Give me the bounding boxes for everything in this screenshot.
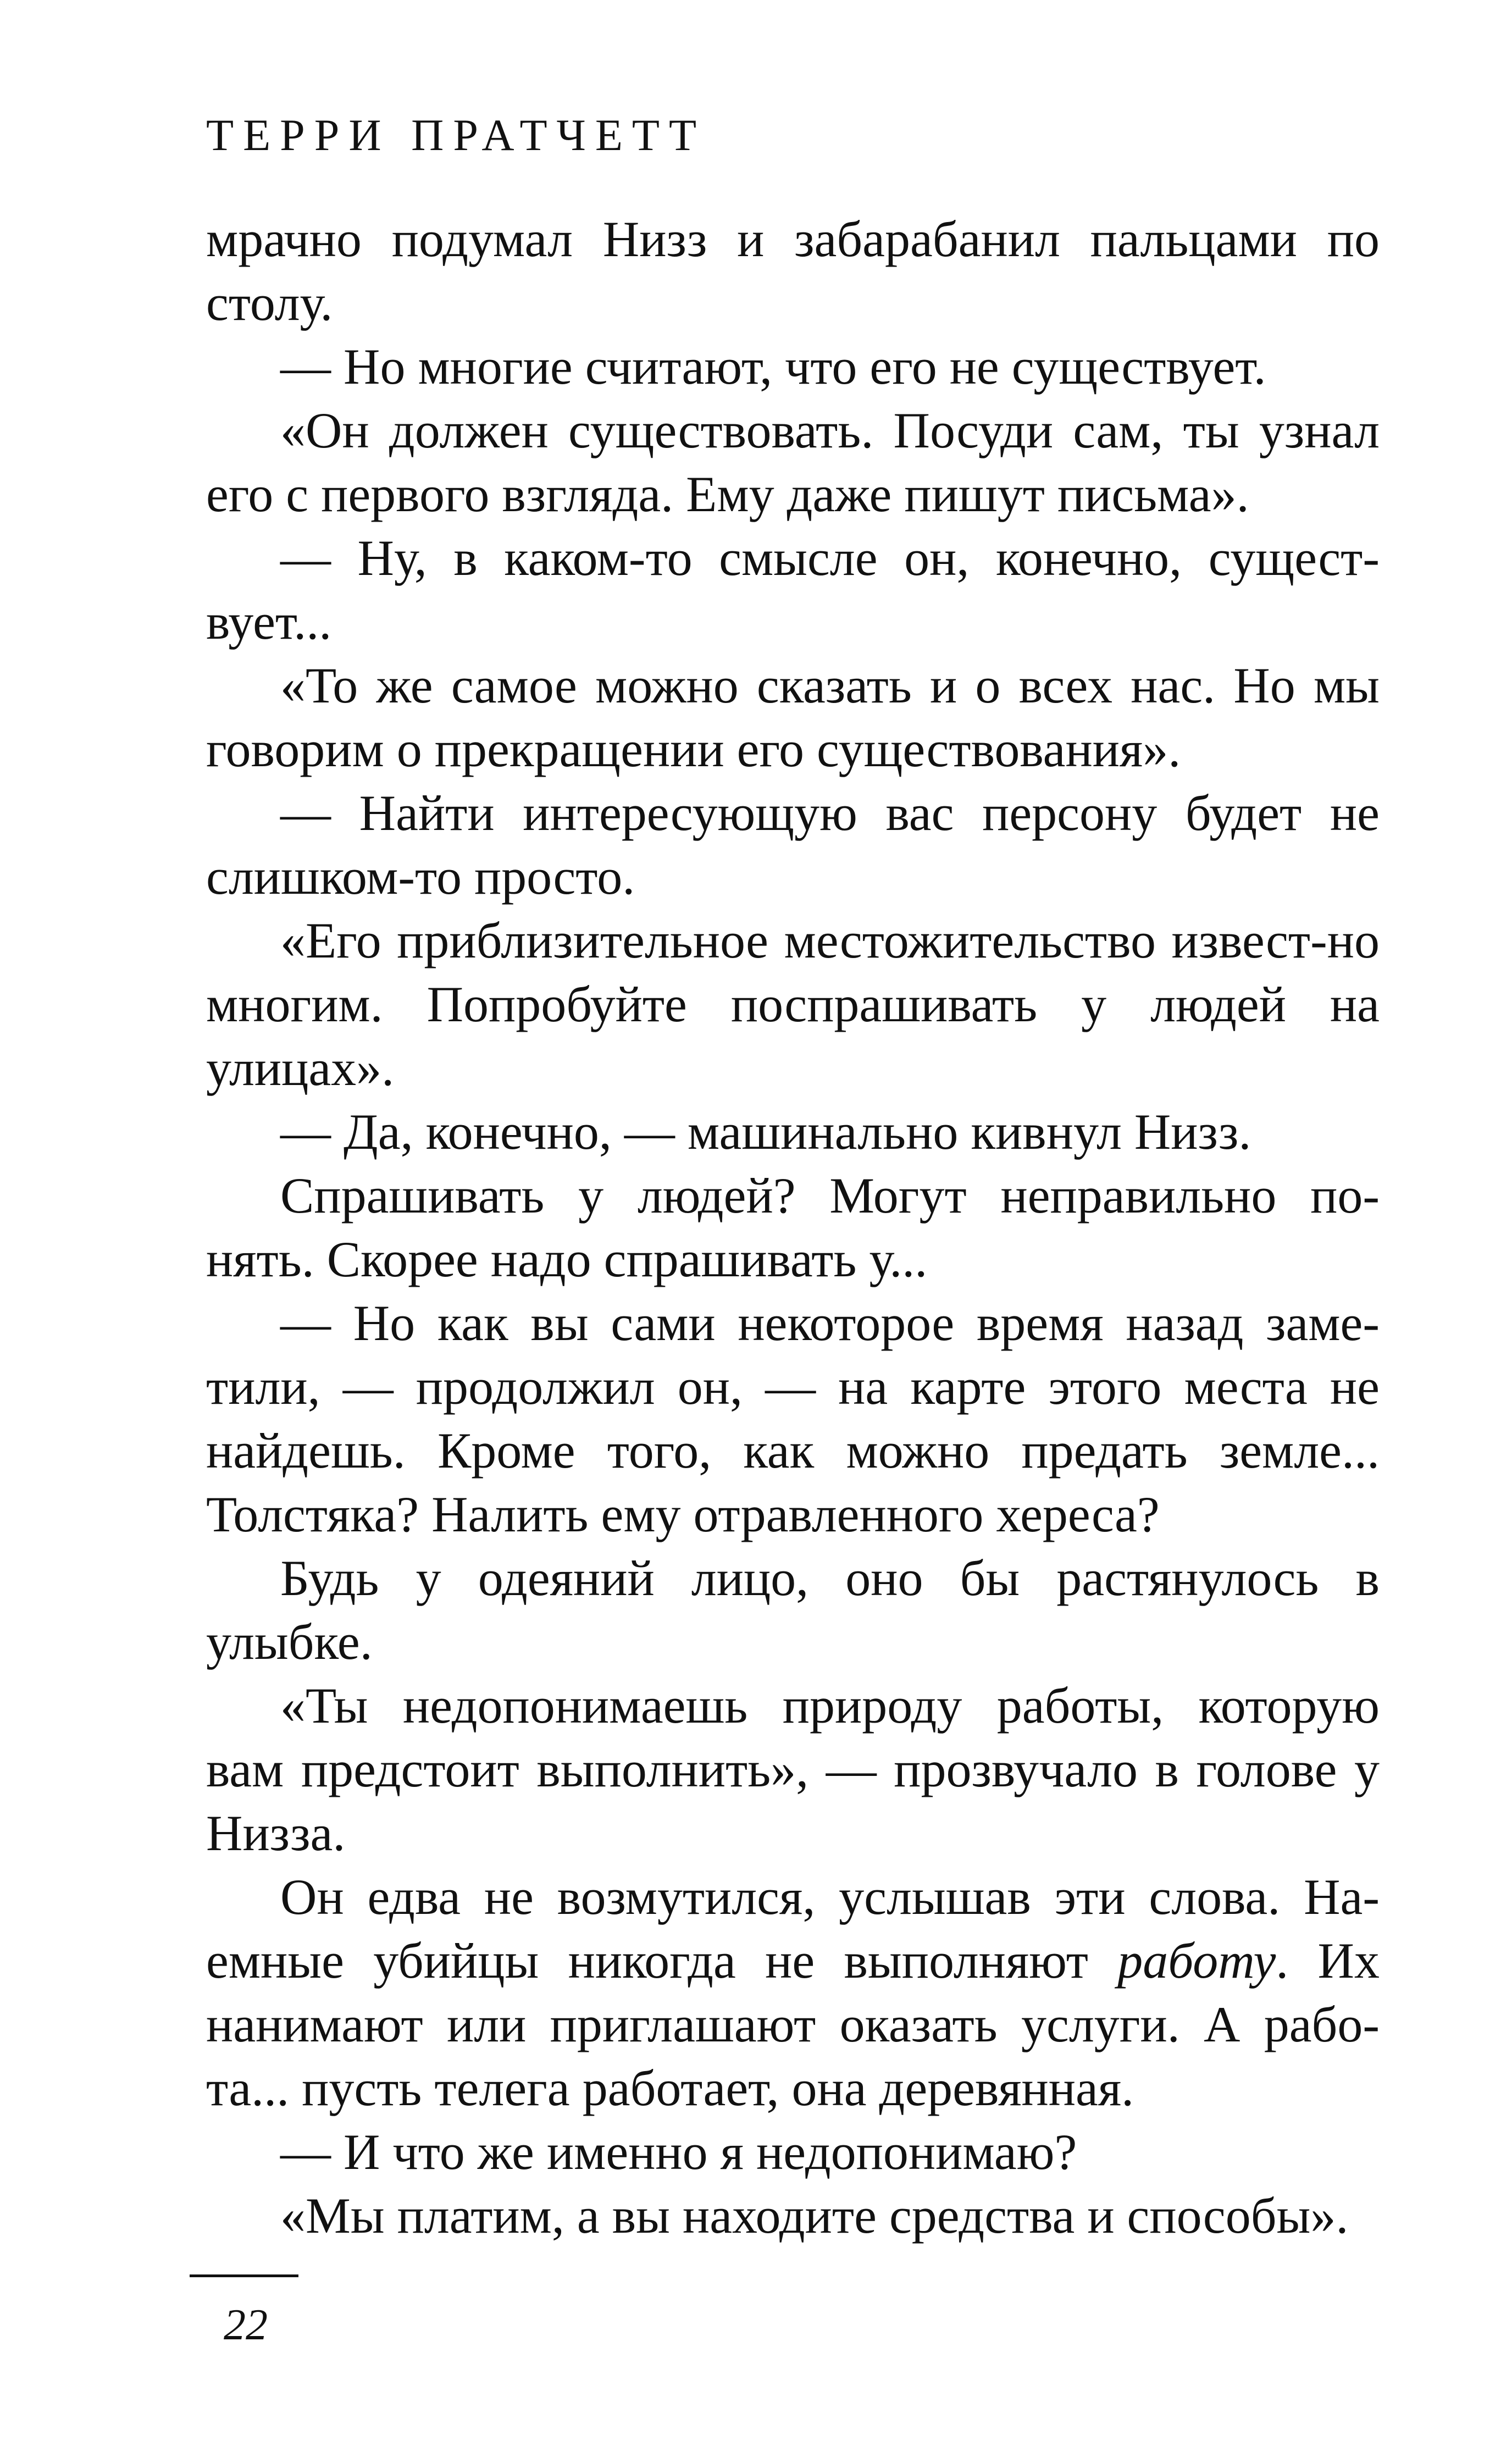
paragraph: — Да, конечно, — машинально кивнул Низз. <box>280 1104 1251 1160</box>
paragraph: «Мы платим, а вы находите средства и способы». <box>280 2188 1349 2244</box>
paragraph: Будь у одеяний лицо, оно бы растянулось в улыбке. <box>206 1550 1380 1670</box>
footer-rule <box>190 2274 298 2277</box>
emphasized-word: работу <box>1117 1933 1276 1989</box>
paragraph-text-after-emphasis: . Их нанимают или приглашают оказать услуги. А рабо-та... пусть телега работает, она деревянная. <box>206 1933 1380 2116</box>
paragraph: «То же самое можно сказать и о всех нас. Но мы говорим о прекращении его существования». <box>206 657 1380 777</box>
paragraph: «Он должен существовать. Посуди сам, ты узнал его с первого взгляда. Ему даже пишут письма». <box>206 402 1380 522</box>
paragraph: Спрашивать у людей? Могут неправильно по-нять. Скорее надо спрашивать у... <box>206 1167 1380 1287</box>
paragraph-with-emphasis <box>206 1865 1380 2120</box>
paragraph: — Но как вы сами некоторое время назад заме-тили, — продолжил он, — на карте этого места не найдешь. Кроме того, как можно предать земле... Толстяка? Налить ему отравленного хереса? <box>206 1295 1380 1542</box>
paragraph: — Найти интересующую вас персону будет не слишком-то просто. <box>206 785 1380 905</box>
paragraph: — Но многие считают, что его не существует. <box>280 339 1266 395</box>
body-text <box>206 207 1380 2248</box>
paragraph-text-before-emphasis: Он едва не возмутился, услышав эти слова. На-емные убийцы никогда не выполняют <box>206 1869 1380 1989</box>
running-head: ТЕРРИ ПРАТЧЕТТ <box>206 110 706 160</box>
paragraph: «Ты недопонимаешь природу работы, которую вам предстоит выполнить», — прозвучало в голове у Низза. <box>206 1678 1380 1861</box>
paragraph: — Ну, в каком-то смысле он, конечно, сущест-вует... <box>206 530 1380 650</box>
paragraph: мрачно подумал Низз и забарабанил пальцами по столу. <box>206 211 1380 331</box>
page-number: 22 <box>224 2301 268 2349</box>
paragraph: — И что же именно я недопонимаю? <box>280 2124 1077 2180</box>
paragraph: «Его приблизительное местожительство извест-но многим. Попробуйте поспрашивать у людей на улицах». <box>206 912 1380 1096</box>
